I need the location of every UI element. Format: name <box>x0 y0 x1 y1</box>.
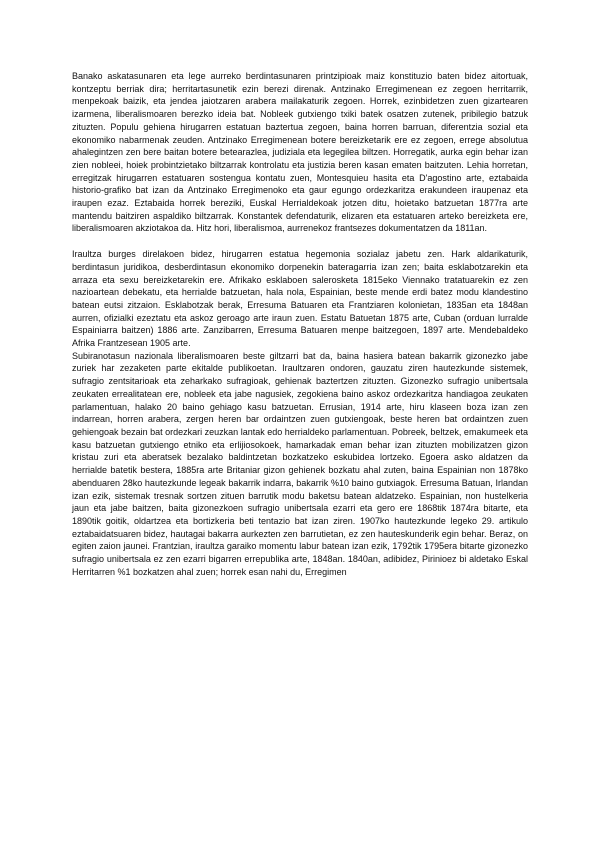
body-text <box>72 70 528 578</box>
paragraph-3: Subiranotasun nazionala liberalismoaren beste giltzarri bat da, baina hasiera batean bakarrik gizonezko jabe zuriek har zezaketen parte ekitalde publikoetan. Iraultzaren ondoren, gauzatu ziren hautezkunde sistemek, sufragio zentsitarioak eta zeharkako sufragioak, gehienak baztertzen zituzten. Gizonezko sufragio unibertsala zeukaten errealitatean ere, nobleek eta jabe nagusiek, zegokiena baino askoz ordezkaritza handiagoa zeukaten parlamentuan, halako 20 baino gehiago kasu batzuetan. Errusian, 1914 arte, hiru klaseen boza izan zen indarrean, horren arabera, zergen heren bar ordaintzen zuen gutxiengoak, beste heren bat ordaintzen zuen gehiengoak bezain bat ordezkari zeuzkan lantak edo herrialdeko parlamentuan. Pobreek, beltzek, emakumeek eta kasu batzuetan gutxiengo etniko eta erlijiosokoek, hamarkadak eman behar izan zituzten mobilizatzen gizon kristau zuri eta aberatsek bezalako baldintzetan bozkatzeko eskubidea lortzeko. Egoera asko aldatzen da herrialde batetik bestera, 1885ra arte Britaniar gizon gehienek bozkatu ahal zuten, baina Espainian non 1878ko abenduaren 28ko hautezkunde legeak bakarrik indarra, bakarrik %10 baino gutxiagok. Erresuma Batuan, Irlandan izan ezik, sistemak tresnak sortzen zituen barrutik modu baketsu batean aldatzeko. Espainian, non hustelkeria jaun eta jabe baitzen, baita gizonezkoen sufragio unibertsala ezarri eta gero ere 1868tik 1874ra bitarte, eta 1890tik goitik, oldartzea eta bortizkeria beti tentazio bat izan ziren. 1907ko hautezkunde legeko 29. artikulo eztabaidatsuaren bidez, hautagai bakarra aurkezten zen barrutietan, ez zen hauteskunderik egin behar. Beraz, on egiten zaion jaunei. Frantzian, iraultza garaiko momentu labur batean izan ezik, 1792tik 1795era bitarte gizonezko sufragio unibertsala ez zen ezarri bigarren errepublika arte, 1848an. 1840an, adibidez, Pirinioez bi aldetako Eskal Herritarren %1 bozkatzen ahal zuen; horrek esan nahi du, Erregimen <box>72 350 528 577</box>
paragraph-2: Iraultza burges direlakoen bidez, hirugarren estatua hegemonia sozialaz jabetu zen. Hark aldarikaturik, berdintasun juridikoa, desberdintasun ekonomiko dorpenekin bateragarria izan zen; baita esklabotzarekin eta arraza eta sexu bereizketarekin ere. Afrikako esklaboen salerosketa 1815eko Viennako tratatuarekin ez zen nazioartean debekatu, eta herrialde batzuetan, hala nola, Espainian, beste mende erdi batez modu klandestino batean eutsi zitzaion. Esklabotzak berak, Erresuma Batuaren eta Frantziaren kolonietan, 1835an eta 1848an aurren, ofizialki ezeztatu eta askoz geroago arte iraun zuen. Estatu Batuetan 1875 arte, Cuban (orduan lurralde Espainiarra baitzen) 1886 arte. Zanzibarren, Erresuma Batuaren menpe baitzegoen, 1897 arte. Mendebaldeko Afrika Frantzesean 1905 arte. <box>72 249 528 349</box>
paragraph-1: Banako askatasunaren eta lege aurreko berdintasunaren printzipioak maiz konstituzio baten bidez aitortuak, kontzeptu berriak dira; herritartasunetik ezin berezi direnak. Antzinako Erregimenean ez zegoen herritarrik, menpekoak baizik, eta jendea jaiotzaren arabera mailakaturik zegoen. Horrek, ezinbidetzen zuen gizartearen izarmena, liberalismoaren berezko ideia bat. Nobleek gutxiengo txiki batek osatzen zutenek, pribilegio batzuk zituzten. Populu gehiena hirugarren estatuan baztertua zegoen, baina horren barruan, diferentzia sozial eta ekonomiko nabarmenak zeuden. Antzinako Erregimenean botere bereizketarik ere ez zegoen, errege absolutua ahalegintzen zen bere baitan botere betearazlea, judiziala eta legegilea biltzen. Horregatik, aurka egin behar izan zien nobleei, hoiek probintzietako biltzarrak kontrolatu eta justizia beren kasan ematen baitzuten. Lehia horretan, erregitzak hirugarren estatuaren sostengua kontatu zuen, Montesquieu hasita eta D'agostino arte, eztabaida historio-grafiko bat izan da Antzinako Erregimenoko eta gaur egungo ordezkaritza erakundeen iraupenaz eta iraupen ezaz. Eztabaida horrek bereziki, Euskal Herrialdekoak jotzen ditu, hoietako batzuetan 1877ra arte mantendu baitziren aspaldiko biltzarrak. Konstantek defendaturik, elizaren eta estatuaren arteko bereizketa ere, liberalismoaren akziotakoa da. Hitz hori, liberalismoa, aurrenekoz frantsezes dokumentatzen da 1811an. <box>72 71 528 234</box>
